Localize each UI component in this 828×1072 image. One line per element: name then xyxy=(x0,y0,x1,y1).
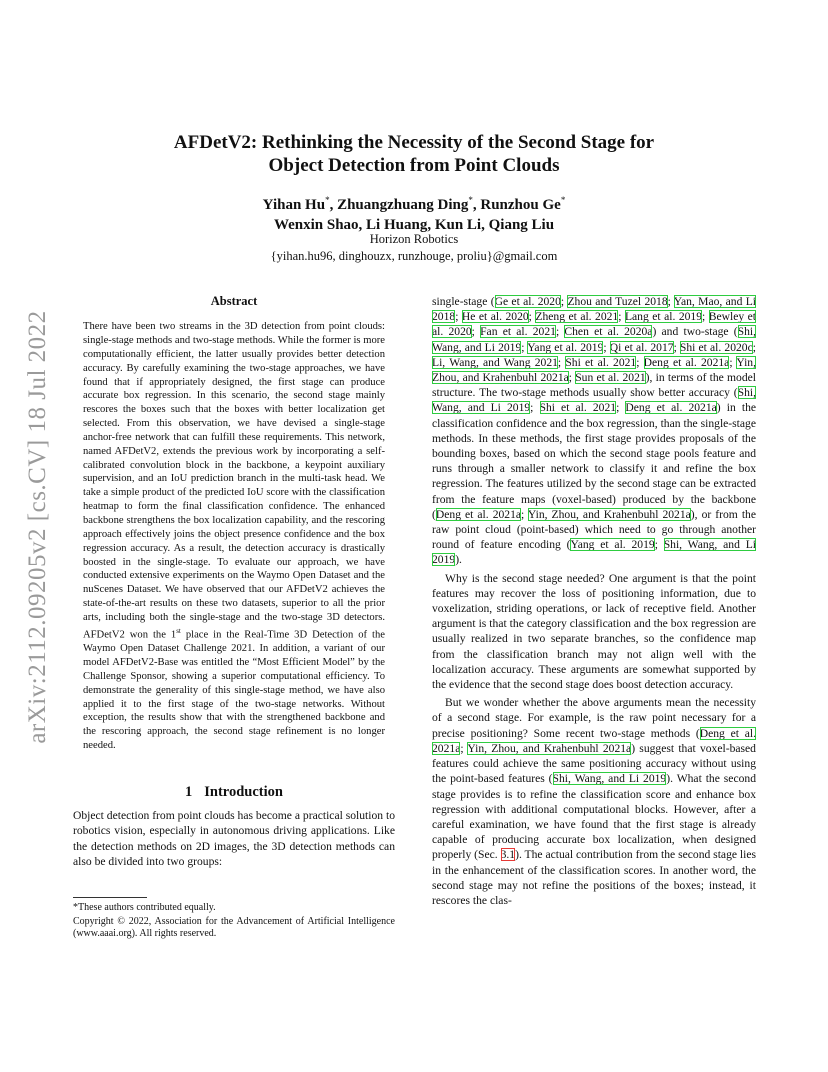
author-separator: , xyxy=(472,197,481,213)
author-name: Yihan Hu xyxy=(262,197,326,213)
citation-link[interactable]: Yin, Zhou, and Krahenbuhl 2021a xyxy=(467,741,632,755)
equal-contribution-mark: * xyxy=(468,195,473,205)
citation-link[interactable]: Ge et al. 2020 xyxy=(494,295,561,308)
citation-link[interactable]: Deng et al. 2021a xyxy=(643,355,730,369)
citation-link[interactable]: Shi, Wang, and Li 2019 xyxy=(432,386,756,415)
abstract-heading: Abstract xyxy=(210,294,258,308)
citation-link[interactable]: Zheng et al. 2021 xyxy=(535,310,619,324)
introduction-paragraph: Object detection from point clouds has become a practical solution to robotics vision, especially in autonomous driving applications. Like the detection methods on 2D images, the 3D detection methods can also be divided into two groups: xyxy=(73,809,395,868)
section-heading-introduction xyxy=(73,785,395,800)
arxiv-identifier-text: arXiv:2112.09205v2 [cs.CV] 18 Jul 2022 xyxy=(24,310,51,744)
author-list xyxy=(100,190,728,235)
author-line-1 xyxy=(100,190,728,215)
citation-link[interactable]: Yang et al. 2019 xyxy=(527,340,604,354)
citation-link[interactable]: Zhou and Tuzel 2018 xyxy=(567,295,668,308)
body-paragraph: But we wonder whether the above arguments mean the necessity of a second stage. For example, is the raw point necessary for a precise positioning? Some recent two-stage methods (Deng et al. 2021a; Yin, Zhou, and Krahenbuhl 2021a) suggest that voxel-based features could achieve the same positioning accuracy without using the point-based features (Shi, Wang, and Li 2019). What the second stage provides is to refine the classification score and enhance box regression with additional computational blocks. However, after a careful examination, we have found that the first stage is already capable of producing accurate box localization, when designed properly (Sec. 3.1). The actual contribution from the second stage lies in the enhancement of the classification scores. In another word, the second stage may not refine the positions of the boxes; instead, it rescores the clas- xyxy=(432,696,757,907)
section-title: Introduction xyxy=(204,783,283,800)
body-paragraph: Why is the second stage needed? One argument is that the point features may recover the loss of positioning information, due to voxelization, striding operations, or lack of receptive field. Another argument is that the category classification and the box regression are usually realized in two separate branches, so the confidence map from the classification branch may not align well with the localization accuracy. These arguments are somewhat supported by the evidence that the second stage does boost detection accuracy. xyxy=(432,571,756,692)
citation-link[interactable]: Shi et al. 2021 xyxy=(539,401,617,415)
citation-link[interactable]: Shi et al. 2021 xyxy=(565,355,637,369)
equal-contribution-mark: * xyxy=(560,195,566,205)
ordinal-superscript: st xyxy=(176,626,181,635)
right-column xyxy=(432,294,756,908)
abstract-body xyxy=(83,320,385,753)
citation-link[interactable]: Chen et al. 2020a xyxy=(564,325,653,339)
citation-link[interactable]: Qi et al. 2017 xyxy=(609,340,674,354)
citation-link[interactable]: Fan et al. 2021 xyxy=(480,325,556,339)
citation-link[interactable]: Shi et al. 2020c xyxy=(679,340,753,354)
citation-link[interactable]: Yin, Zhou, and Krahenbuhl 2021a xyxy=(527,507,691,521)
citation-link[interactable]: Shi, Wang, and Li 2019 xyxy=(432,325,757,354)
arxiv-identifier-stamp xyxy=(18,292,58,762)
footnote-rule xyxy=(73,897,147,898)
author-name: Zhuangzhuang Ding xyxy=(337,197,469,213)
citation-link[interactable]: Yang et al. 2019 xyxy=(570,538,655,552)
abstract-text: place in the Real-Time 3D Detection of the Waymo Open Dataset Challenge 2021. In addition, a variant of our model AFDetV2-Base was entitled the “Most Efficient Model” by the Challenge Sponsor, showing a superior computational efficiency. To demonstrate the generality of this single-stage method, we have also applied it to the first stage of the two-stage networks. Without exception, the results show that with the strengthened backbone and the rescoring approach, the second stage refinement is no longer needed. xyxy=(83,629,385,752)
citation-link[interactable]: Yan, Mao, and Li 2018 xyxy=(432,295,756,324)
paper-title xyxy=(100,131,728,177)
citation-link[interactable]: Deng et al. 2021a xyxy=(625,401,717,415)
author-separator: , xyxy=(329,197,338,213)
citation-link[interactable]: Lang et al. 2019 xyxy=(624,310,703,324)
title-line-2: Object Detection from Point Clouds xyxy=(268,155,560,176)
citation-link[interactable]: Deng et al. 2021a xyxy=(432,726,756,755)
footnote-equal-contribution: *These authors contributed equally. xyxy=(73,901,216,913)
title-line-1: AFDetV2: Rethinking the Necessity of the Second Stage for xyxy=(173,132,655,153)
citation-link[interactable]: Bewley et al. 2020 xyxy=(432,310,756,339)
citation-link[interactable]: Shi, Wang, and Li 2019 xyxy=(552,772,667,786)
author-name: Runzhou Ge xyxy=(480,197,561,213)
affiliation-block xyxy=(100,231,728,265)
author-emails: {yihan.hu96, dinghouzx, runzhouge, proliu}@gmail.com xyxy=(270,249,558,263)
section-number: 1 xyxy=(185,783,193,800)
citation-link[interactable]: Shi, Wang, and Li 2019 xyxy=(432,538,756,567)
author-line-2: Wenxin Shao, Li Huang, Kun Li, Qiang Liu xyxy=(273,217,555,233)
copyright-notice: Copyright © 2022, Association for the Advancement of Artificial Intelligence (www.aaai.org). All rights reserved. xyxy=(73,915,395,940)
citation-link[interactable]: Li, Wang, and Wang 2021 xyxy=(432,355,558,369)
section-reference-link[interactable]: 3.1 xyxy=(500,848,516,862)
abstract-text: There have been two streams in the 3D detection from point clouds: single-stage methods and two-stage methods. While the former is more computationally efficient, the latter usually provides better detection accuracy. By carefully examining the two-stage approaches, we have found that if appropriately designed, the first stage can produce accurate box regression. In this scenario, the second stage mainly rescores the boxes such that the boxes with better localization get selected. From this observation, we have devised a single-stage anchor-free network that can fulfill these requirements. This network, named AFDetV2, extends the previous work by incorporating a self-calibrated convolution block in the backbone, a keypoint auxiliary supervision, and an IoU prediction branch in the multi-task head. We take a simple product of the predicted IoU score with the classification heatmap to form the final classification confidence. The enhanced backbone strengthens the box localization capability, and the rescoring approach effectively joins the object presence confidence and the box regression accuracy. As a result, the detection accuracy is drastically boosted in the single-stage. To evaluate our approach, we have conducted extensive experiments on the Waymo Open Dataset and the nuScenes Dataset. We have observed that our AFDetV2 achieves the state-of-the-art results on these two datasets, superior to all the prior arts, including both the single-stage and the two-stage 3D detectors. AFDetV2 won the 1 xyxy=(83,321,385,641)
body-paragraph: single-stage (Ge et al. 2020; Zhou and Tuzel 2018; Yan, Mao, and Li 2018; He et al. 2020; Zheng et al. 2021; Lang et al. 2019; Bewley et al. 2020; Fan et al. 2021; Chen et al. 2020a) and two-stage (Shi, Wang, and Li 2019; Yang et al. 2019; Qi et al. 2017; Shi et al. 2020c; Li, Wang, and Wang 2021; Shi et al. 2021; Deng et al. 2021a; Yin, Zhou, and Krahenbuhl 2021a; Sun et al. 2021), in terms of the model structure. The two-stage methods usually show better accuracy (Shi, Wang, and Li 2019; Shi et al. 2021; Deng et al. 2021a) in the classification confidence and the box regression, than the single-stage methods. In these methods, the first stage provides proposals of the bounding boxes, based on which the second stage pools feature and runs through a smaller network to classify it and refine the box regression. The features utilized by the second stage can be extracted from the feature maps (voxel-based) produced by the backbone (Deng et al. 2021a; Yin, Zhou, and Krahenbuhl 2021a), or from the raw point cloud (point-based) which need to go through another round of feature encoding (Yang et al. 2019; Shi, Wang, and Li 2019). xyxy=(432,295,757,567)
equal-contribution-mark: * xyxy=(325,195,330,205)
citation-link[interactable]: Yin, Zhou, and Krahenbuhl 2021a xyxy=(432,355,756,385)
citation-link[interactable]: Sun et al. 2021 xyxy=(575,371,646,385)
left-column xyxy=(73,294,395,941)
affiliation: Horizon Robotics xyxy=(369,232,459,246)
citation-link[interactable]: Deng et al. 2021a xyxy=(435,507,522,521)
citation-link[interactable]: He et al. 2020 xyxy=(461,310,529,324)
